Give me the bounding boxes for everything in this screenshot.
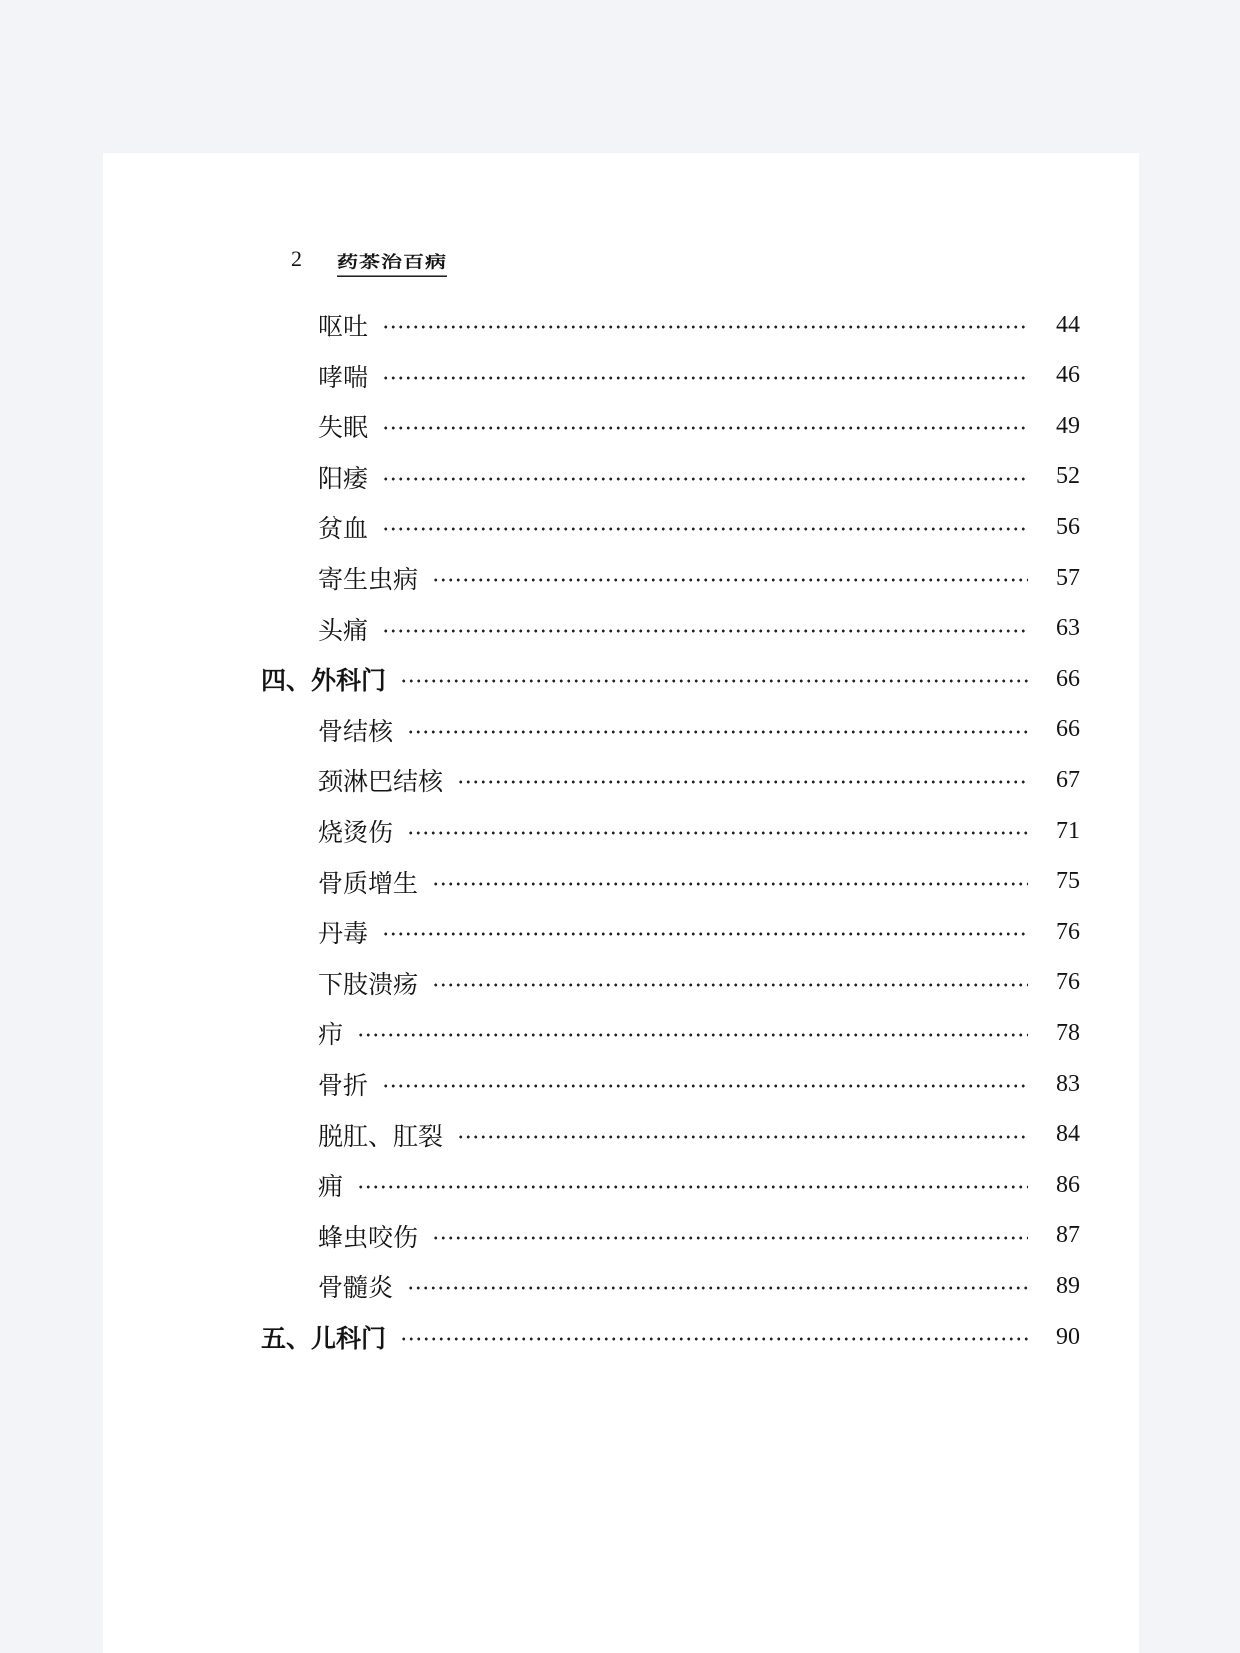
toc-entry-page-number: 86 bbox=[1056, 1171, 1080, 1198]
toc-entry-page-number: 66 bbox=[1056, 665, 1080, 692]
toc-entry bbox=[318, 912, 1080, 952]
toc-entry-page-number: 52 bbox=[1056, 463, 1080, 490]
dot-leader bbox=[382, 629, 1028, 633]
toc-entry bbox=[318, 862, 1080, 902]
toc-entry bbox=[318, 558, 1080, 598]
dot-leader bbox=[457, 780, 1028, 784]
toc-entry bbox=[318, 609, 1080, 649]
toc-entry bbox=[318, 406, 1080, 446]
toc-entry-page-number: 46 bbox=[1056, 362, 1080, 389]
toc-entry bbox=[318, 507, 1080, 547]
toc-entry-page-number: 63 bbox=[1056, 615, 1080, 642]
dot-leader bbox=[382, 1084, 1028, 1088]
toc-entry-label: 哮喘 bbox=[318, 362, 369, 392]
toc-entry-page-number: 87 bbox=[1056, 1222, 1080, 1249]
toc-entry bbox=[318, 1216, 1080, 1256]
toc-entry-page-number: 49 bbox=[1056, 412, 1080, 439]
dot-leader bbox=[382, 325, 1028, 329]
dot-leader bbox=[382, 426, 1028, 430]
toc-entry-label: 下肢溃疡 bbox=[318, 969, 419, 999]
toc-section-entry bbox=[261, 1317, 1080, 1357]
toc-entry-label: 丹毒 bbox=[318, 919, 369, 949]
toc-entry-label: 骨髓炎 bbox=[318, 1273, 394, 1303]
dot-leader bbox=[432, 578, 1028, 582]
toc-entry-label: 蜂虫咬伤 bbox=[318, 1222, 419, 1252]
toc-entry-label: 四、外科门 bbox=[261, 666, 387, 696]
toc-entry-label: 阳痿 bbox=[318, 463, 369, 493]
toc-entry-page-number: 66 bbox=[1056, 716, 1080, 743]
toc-entry-label: 骨结核 bbox=[318, 716, 394, 746]
toc-entry-page-number: 84 bbox=[1056, 1121, 1080, 1148]
toc-entry-label: 颈淋巴结核 bbox=[318, 767, 444, 797]
dot-leader bbox=[432, 882, 1028, 886]
dot-leader bbox=[432, 1236, 1028, 1240]
page-header bbox=[291, 239, 447, 279]
toc-entry-label: 烧烫伤 bbox=[318, 818, 394, 847]
toc-entry-page-number: 90 bbox=[1056, 1323, 1080, 1350]
toc-entry bbox=[318, 760, 1080, 800]
toc-entry-page-number: 57 bbox=[1056, 564, 1080, 591]
toc-entry bbox=[318, 356, 1080, 396]
dot-leader bbox=[382, 477, 1028, 481]
dot-leader bbox=[400, 1337, 1028, 1341]
toc-entry-page-number: 44 bbox=[1056, 311, 1080, 338]
toc-entry-page-number: 76 bbox=[1056, 918, 1080, 945]
toc-entry bbox=[318, 963, 1080, 1003]
toc-entry-label: 骨折 bbox=[318, 1071, 369, 1100]
dot-leader bbox=[357, 1185, 1028, 1189]
toc-entry bbox=[318, 457, 1080, 497]
toc-entry bbox=[318, 1266, 1080, 1306]
dot-leader bbox=[457, 1135, 1028, 1139]
dot-leader bbox=[382, 932, 1028, 936]
dot-leader bbox=[357, 1033, 1028, 1037]
dot-leader bbox=[407, 730, 1028, 734]
dot-leader bbox=[382, 527, 1028, 531]
toc-entry-label: 骨质增生 bbox=[318, 868, 419, 898]
toc-entry bbox=[318, 1165, 1080, 1205]
toc-entry-page-number: 76 bbox=[1056, 969, 1080, 996]
toc-entry bbox=[318, 710, 1080, 750]
toc-entry-page-number: 83 bbox=[1056, 1070, 1080, 1097]
toc-entry bbox=[318, 811, 1080, 851]
toc-entry-page-number: 78 bbox=[1056, 1019, 1080, 1046]
toc-entry-label: 头痛 bbox=[318, 615, 369, 645]
toc-entry-page-number: 67 bbox=[1056, 766, 1080, 793]
dot-leader bbox=[400, 679, 1028, 683]
dot-leader bbox=[407, 1286, 1028, 1290]
book-title: 药茶治百病 bbox=[337, 249, 447, 276]
toc-entry bbox=[318, 1064, 1080, 1104]
toc-entry bbox=[318, 1013, 1080, 1053]
toc-section-entry bbox=[261, 659, 1080, 699]
dot-leader bbox=[432, 983, 1028, 987]
toc-entry-page-number: 89 bbox=[1056, 1272, 1080, 1299]
document-page bbox=[103, 153, 1139, 1653]
toc-entry-page-number: 56 bbox=[1056, 513, 1080, 540]
toc-entry-label: 贫血 bbox=[318, 514, 369, 544]
toc-entry-page-number: 71 bbox=[1056, 817, 1080, 844]
dot-leader bbox=[407, 831, 1028, 835]
toc-entry-label: 失眠 bbox=[318, 413, 369, 443]
toc-entry-label: 疖 bbox=[318, 1020, 344, 1050]
toc-entry bbox=[318, 1115, 1080, 1155]
toc-entry bbox=[318, 305, 1080, 345]
toc-entry-label: 呕吐 bbox=[318, 312, 369, 341]
toc-entry-page-number: 75 bbox=[1056, 868, 1080, 895]
toc-entry-label: 五、儿科门 bbox=[261, 1324, 387, 1353]
dot-leader bbox=[382, 376, 1028, 380]
toc-entry-label: 痈 bbox=[318, 1172, 344, 1202]
toc-entry-label: 脱肛、肛裂 bbox=[318, 1121, 444, 1151]
toc-entry-label: 寄生虫病 bbox=[318, 565, 419, 594]
page-number: 2 bbox=[291, 246, 302, 271]
